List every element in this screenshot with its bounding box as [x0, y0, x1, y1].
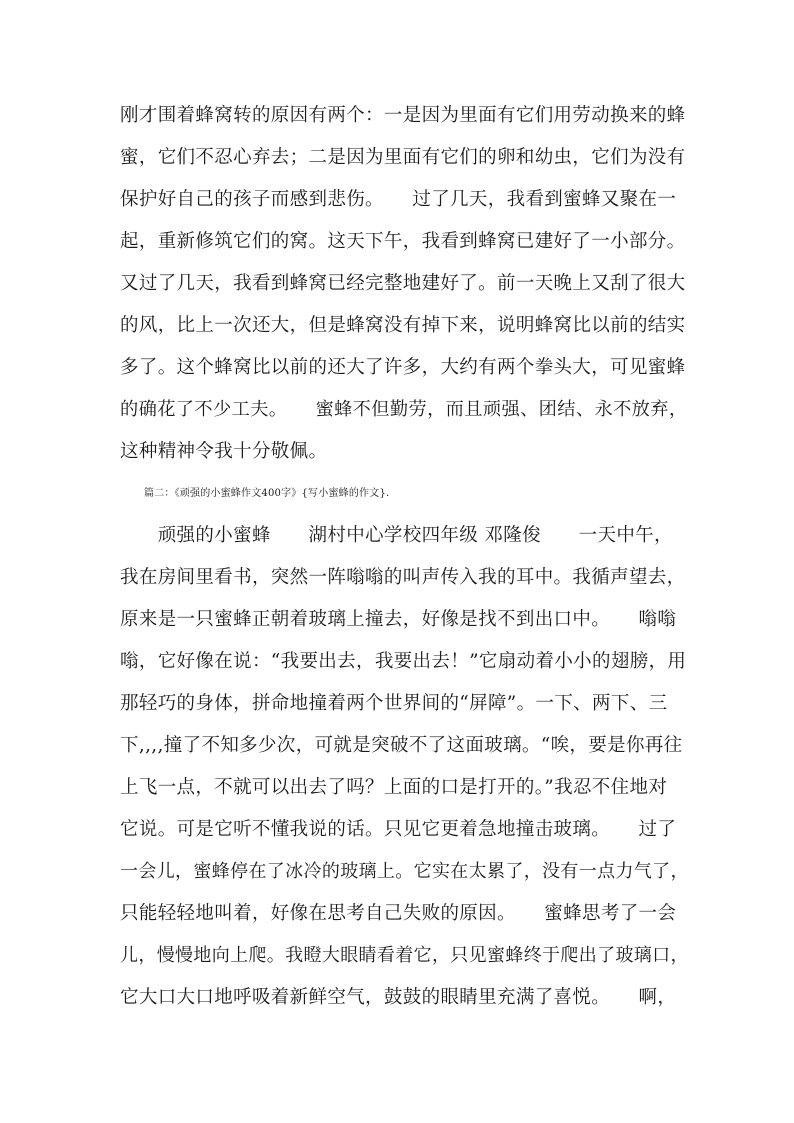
text-line: 它说。可是它听不懂我说的话。只见它更着急地撞击玻璃。 过了 — [120, 819, 677, 840]
text-line: 儿，慢慢地向上爬。我瞪大眼睛看着它，只见蜜蜂终于爬出了玻璃口， — [120, 945, 689, 966]
text-line: 又过了几天，我看到蜂窝已经完整地建好了。前一天晚上又刮了很大 — [120, 273, 686, 294]
text-line: 我在房间里看书，突然一阵嗡嗡的叫声传入我的耳中。我循声望去， — [120, 567, 686, 588]
text-line: 保护好自己的孩子而感到悲伤。 过了几天，我看到蜜蜂又聚在一 — [120, 189, 677, 210]
text-line: 刚才围着蜂窝转的原因有两个：一是因为里面有它们用劳动换来的蜂 — [120, 105, 686, 126]
text-line: 多了。这个蜂窝比以前的还大了许多，大约有两个拳头大，可见蜜蜂 — [120, 357, 686, 378]
text-line: 蜜，它们不忍心弃去；二是因为里面有它们的卵和幼虫，它们为没有 — [120, 147, 686, 168]
text-line: 上飞一点，不就可以出去了吗？上面的口是打开的。”我忍不住地对 — [120, 777, 668, 798]
text-line: 那轻巧的身体，拼命地撞着两个世界间的“屏障”。一下、两下、三 — [120, 693, 668, 714]
text-line: 一会儿，蜜蜂停在了冰冷的玻璃上。它实在太累了，没有一点力气了， — [120, 861, 689, 882]
text-line: 下,,,,撞了不知多少次，可就是突破不了这面玻璃。“唉，要是你再往 — [120, 735, 683, 756]
text-line: 这种精神令我十分敬佩。 — [120, 441, 328, 462]
text-line: 起，重新修筑它们的窝。这天下午，我看到蜂窝已建好了一小部分。 — [120, 231, 686, 252]
text-line: 嗡，它好像在说：“我要出去，我要出去！”它扇动着小小的翅膀，用 — [120, 651, 687, 672]
text-line: 原来是一只蜜蜂正朝着玻璃上撞去，好像是找不到出口中。 嗡嗡 — [120, 609, 677, 630]
text-line: 顽强的小蜜蜂 湖村中心学校四年级 邓隆俊 一天中午， — [120, 525, 673, 546]
section-heading: 篇二：《顽强的小蜜蜂作文400字》{写小蜜蜂的作文}. — [144, 488, 390, 499]
text-line: 的确花了不少工夫。 蜜蜂不但勤劳，而且顽强、团结、永不放弃， — [120, 399, 688, 420]
text-line: 的风，比上一次还大，但是蜂窝没有掉下来，说明蜂窝比以前的结实 — [120, 315, 686, 336]
text-line: 它大口大口地呼吸着新鲜空气，鼓鼓的眼睛里充满了喜悦。 啊， — [120, 987, 677, 1008]
text-line: 只能轻轻地叫着，好像在思考自己失败的原因。 蜜蜂思考了一会 — [120, 903, 677, 924]
